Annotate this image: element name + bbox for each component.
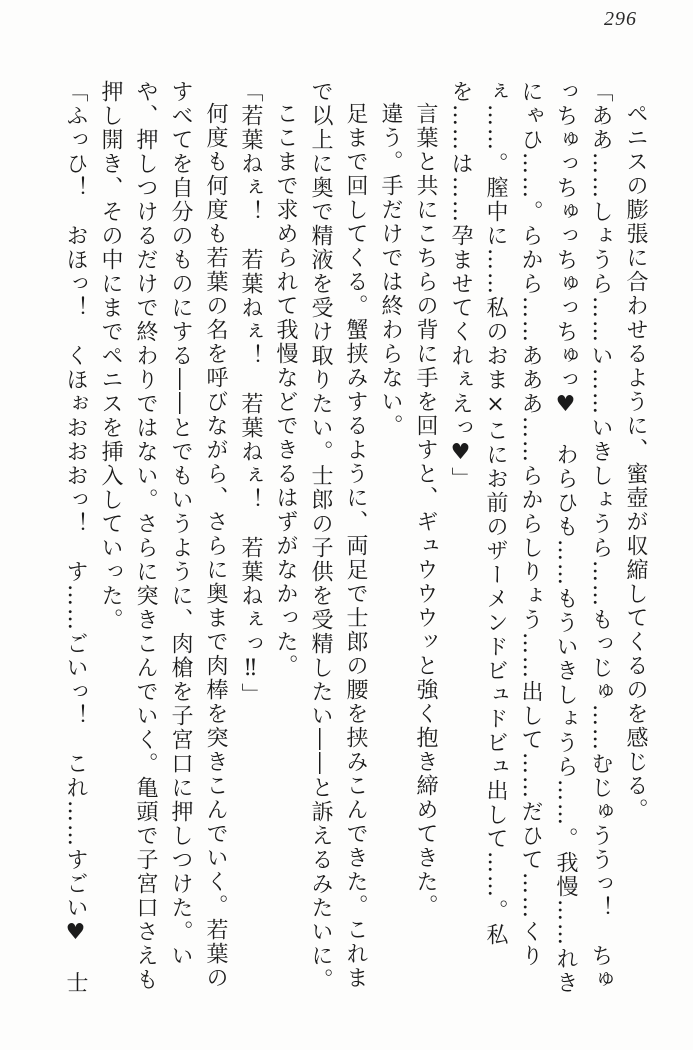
dialogue-paragraph: 「若葉ねぇ！ 若葉ねぇ！ 若葉ねぇ！ 若葉ねぇっ‼」 bbox=[238, 80, 263, 707]
narrative-paragraph: 何度も何度も若葉の名を呼びながら、さらに奥まで肉棒を突きこんでいく。若葉のすべてを自分のものにする――とでもいうように、肉槍を子宮口に押しつけた。いや、押しつけるだけで終わりではない。さらに突きこんでいく。亀頭で子宮口さえも押し開き、その中にまでペニスを挿入していった。 bbox=[98, 80, 228, 992]
dialogue-paragraph: 「ふっひ！ おほっ！ くほぉおおおっ！ す……ごいっ！ これ……すごい♥ 士 bbox=[63, 80, 88, 995]
narrative-paragraph: 足まで回してくる。蟹挟みするように、両足で士郎の腰を挟みこんできた。これまで以上に奥で精液を受け取りたい。士郎の子供を受精したい――と訴えるみたいに。 bbox=[308, 80, 368, 992]
dialogue-paragraph: 「ああ……しょうら……い……いきしょうら……もっじゅ……むじゅううっ！ ちゅっちゅっちゅっちゅっちゅっ♥ わらひも……もういきしょうら……。我慢……れきにゃひ……。らから……あああ……らからしりょう……出して……だひて……くりぇ……。膣中に……私のおま×こにお前のザーメンドビュドビュ出して……。私を……は……孕ませてくれぇえっ♥」 bbox=[448, 80, 613, 995]
narrative-paragraph: 違う。手だけでは終わらない。 bbox=[378, 102, 403, 438]
narrative-paragraph: ここまで求められて我慢などできるはずがなかった。 bbox=[273, 102, 298, 678]
page-number: 296 bbox=[604, 8, 637, 30]
narrative-paragraph: 言葉と共にこちらの背に手を回すと、ギュウウウッと強く抱き締めてきた。 bbox=[413, 102, 438, 918]
narrative-paragraph: ペニスの膨張に合わせるように、蜜壺が収縮してくるのを感じる。 bbox=[623, 102, 648, 822]
text-block bbox=[58, 80, 653, 1002]
